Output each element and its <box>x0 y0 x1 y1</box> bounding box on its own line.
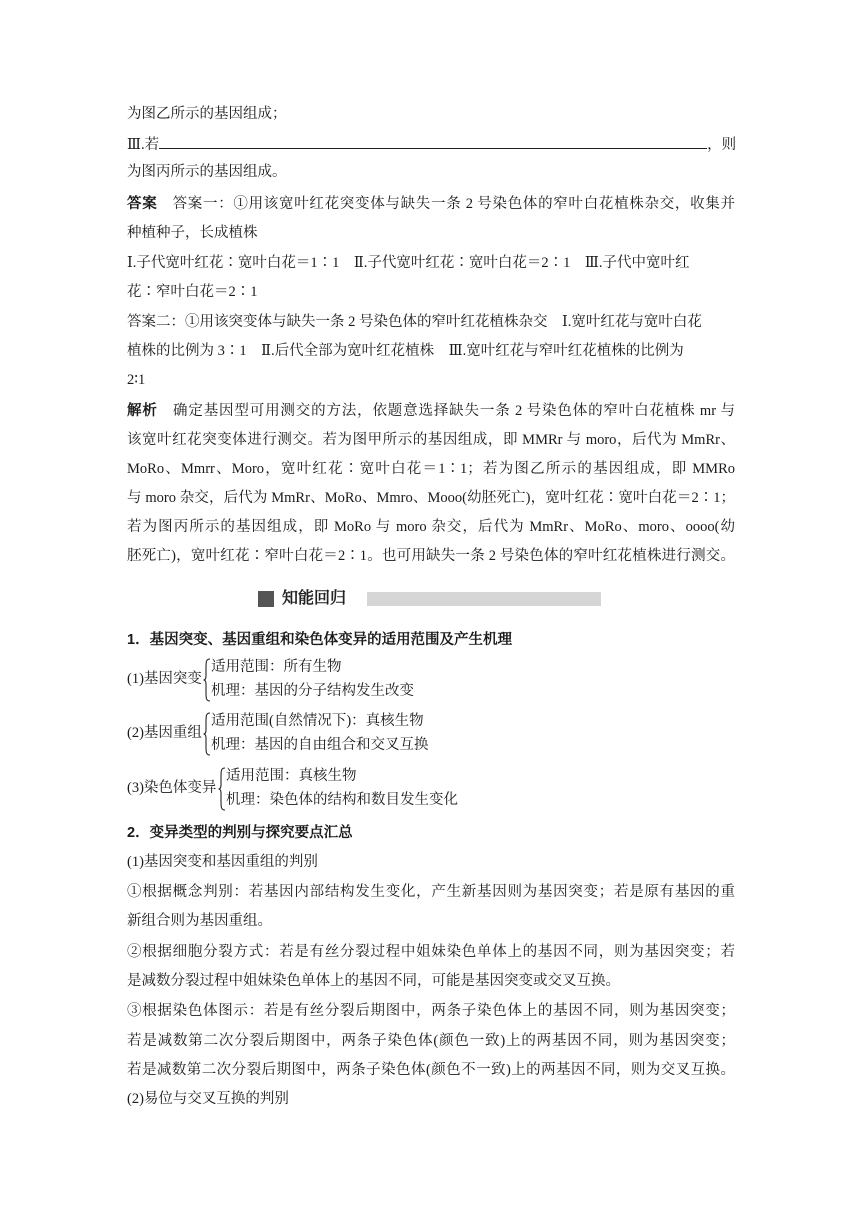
answer-line-1 <box>127 194 735 214</box>
answer-line-2: 种植种子，长成植株 <box>127 225 258 241</box>
brace-group-3-scope: 适用范围：真核生物 <box>226 768 357 784</box>
analysis-text-1: 确定基因型可用测交的方法，依题意选择缺失一条 2 号染色体的窄叶白花植株 mr 与 <box>173 403 736 419</box>
brace-1-icon <box>203 658 211 702</box>
section2-p3-line1: ③根据染色体图示：若是有丝分裂后期图中，两条子染色体上的基因不同，则为基因突变； <box>127 1003 735 1019</box>
section2-heading: 2．变异类型的判别与探究要点汇总 <box>127 825 353 841</box>
brace-group-1-mechanism: 机理：基因的分子结构发生改变 <box>211 683 414 699</box>
section2-p1-line2: 新组合则为基因重组。 <box>127 913 272 929</box>
answer-line-4: 花∶窄叶白花＝2∶1 <box>127 284 258 300</box>
section2-sub2: (2)易位与交叉互换的判别 <box>127 1091 289 1107</box>
analysis-line-5: 若为图丙所示的基因组成，即 MoRo 与 moro 杂交，后代为 MmRr、MoRo、moro、oooo(幼 <box>127 519 735 535</box>
answer-line-7: 2∶1 <box>127 372 146 388</box>
analysis-line-6: 胚死亡)，宽叶红花∶窄叶白花＝2∶1。也可用缺失一条 2 号染色体的窄叶红花植株进行测交。 <box>127 548 735 564</box>
answer-line-3: Ⅰ.子代宽叶红花∶宽叶白花＝1∶1 Ⅱ.子代宽叶红花∶宽叶白花＝2∶1 Ⅲ.子代中宽叶红 <box>127 255 690 271</box>
brace-group-2-label: (2)基因重组 <box>127 725 202 741</box>
intro-line-3: 为图丙所示的基因组成。 <box>127 164 287 180</box>
banner-bar <box>367 592 601 606</box>
section-banner <box>127 588 737 610</box>
analysis-line-2: 该宽叶红花突变体进行测交。若为图甲所示的基因组成，即 MMRr 与 moro，后代为 MmRr、 <box>127 432 735 448</box>
intro-line-2-suffix: ，则 <box>707 137 737 153</box>
analysis-line-4: 与 moro 杂交，后代为 MmRr、MoRo、Mmro、Mooo(幼胚死亡)，宽叶红花∶宽叶白花＝2∶1； <box>127 490 735 506</box>
brace-group-2-mechanism: 机理：基因的自由组合和交叉互换 <box>211 737 429 753</box>
section2-sub1: (1)基因突变和基因重组的判别 <box>127 854 318 870</box>
brace-group-2 <box>127 710 737 758</box>
analysis-line-1 <box>127 401 735 421</box>
brace-group-1-label: (1)基因突变 <box>127 671 202 687</box>
intro-line-2 <box>127 134 736 155</box>
section1-heading: 1．基因突变、基因重组和染色体变异的适用范围及产生机理 <box>127 632 513 648</box>
brace-group-1 <box>127 656 737 704</box>
section2-p2-line1: ②根据细胞分裂方式：若是有丝分裂过程中姐妹染色单体上的基因不同，则为基因突变；若 <box>127 944 735 960</box>
section2-p1-line1: ①根据概念判别：若基因内部结构发生变化，产生新基因则为基因突变；若是原有基因的重 <box>127 884 735 900</box>
answer-line-6: 植株的比例为 3∶1 Ⅱ.后代全部为宽叶红花植株 Ⅲ.宽叶红花与窄叶红花植株的比例为 <box>127 343 684 359</box>
answer-label: 答案 <box>127 196 158 212</box>
brace-group-1-scope: 适用范围：所有生物 <box>211 659 342 675</box>
banner-square-icon <box>258 591 274 607</box>
intro-line-1: 为图乙所示的基因组成； <box>127 106 287 122</box>
intro-line-2-prefix: Ⅲ.若 <box>127 137 160 153</box>
brace-2-icon <box>203 712 211 756</box>
section2-p3-line3: 若是减数第二次分裂后期图中，两条子染色体(颜色不一致)上的两基因不同，则为交叉互换。 <box>127 1062 735 1078</box>
analysis-label: 解析 <box>127 403 158 419</box>
answer-line-5: 答案二：①用该突变体与缺失一条 2 号染色体的窄叶红花植株杂交 Ⅰ.宽叶红花与宽叶白花 <box>127 314 702 330</box>
answer-blank <box>159 134 707 149</box>
brace-group-3-mechanism: 机理：染色体的结构和数目发生变化 <box>226 792 458 808</box>
brace-3-icon <box>218 767 226 811</box>
brace-group-3 <box>127 765 737 813</box>
brace-group-2-scope: 适用范围(自然情况下)：真核生物 <box>211 713 424 729</box>
banner-title: 知能回归 <box>282 590 347 607</box>
analysis-line-3: MoRo、Mmrr、Moro，宽叶红花∶宽叶白花＝1∶1；若为图乙所示的基因组成，即 MMRo <box>127 461 735 477</box>
brace-group-3-label: (3)染色体变异 <box>127 780 217 796</box>
answer-text-1: 答案一：①用该宽叶红花突变体与缺失一条 2 号染色体的窄叶白花植株杂交，收集并 <box>172 196 736 212</box>
section2-p3-line2: 若是减数第二次分裂后期图中，两条子染色体(颜色一致)上的两基因不同，则为基因突变； <box>127 1033 735 1049</box>
section2-p2-line2: 是减数分裂过程中姐妹染色单体上的基因不同，可能是基因突变或交叉互换。 <box>127 973 620 989</box>
